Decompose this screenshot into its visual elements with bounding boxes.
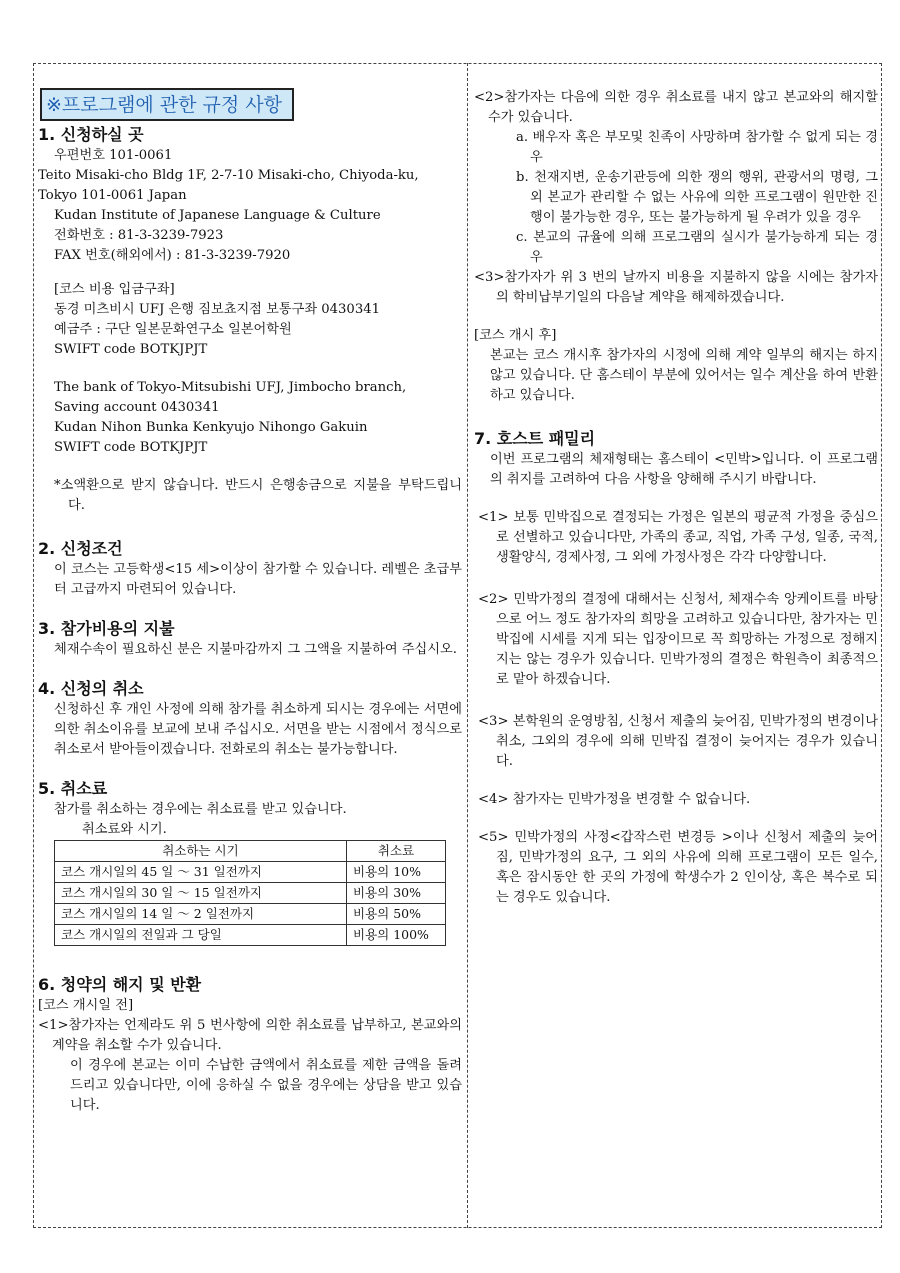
table-cell: 코스 개시일의 14 일 ～ 2 일전까지 bbox=[55, 904, 347, 925]
section-1-heading: 1. 신청하실 곳 bbox=[38, 125, 144, 144]
section-5-text: 참가를 취소하는 경우에는 취소료를 받고 있습니다. bbox=[54, 802, 347, 817]
table-row bbox=[55, 925, 446, 946]
address-line-1: Teito Misaki-cho Bldg 1F, 2-7-10 Misaki-cho, Chiyoda-ku, bbox=[38, 168, 419, 183]
homestay-intro: 이번 프로그램의 체재형태는 홈스테이 <민박>입니다. 이 프로그램의 취지를 고려하여 다음 사항을 양해해 주시기 바랍니다. bbox=[490, 452, 878, 487]
table-row bbox=[55, 904, 446, 925]
section-6-heading: 6. 청약의 해지 및 반환 bbox=[38, 975, 202, 994]
section-3-text: 체재수속이 필요하신 분은 지불마감까지 그 그액을 지불하여 주십시오. bbox=[54, 642, 457, 657]
homestay-item-5: <5> 민박가정의 사정<갑작스런 변경등 >이나 신청서 제출의 늦어짐, 민박가정의 요구, 그 외의 사유에 의해 프로그램이 모든 일수, 혹은 잠시동안 한 곳의 가정에 학생수가 2 인이상, 혹은 복수로 되는 경우도 있습니다. bbox=[478, 830, 878, 905]
bank-heading: [코스 비용 입금구좌] bbox=[54, 282, 175, 297]
homestay-item-2: <2> 민박가정의 결정에 대해서는 신청서, 체재수속 앙케이트를 바탕으로 어느 정도 참가자의 희망을 고려하고 있습니다만, 참가자는 민박집에 시세를 지게 되는 입장이므로 꼭 희망하는 가정으로 정해지지는 않는 경우가 있습니다. 민박가정의 결정은 학원측이 최종적으로 맡아 하겠습니다. bbox=[478, 592, 878, 687]
refund-item-1-detail: 이 경우에 본교는 이미 수납한 금액에서 취소료를 제한 금액을 돌려드리고 있습니다만, 이에 응하실 수 없을 경우에는 상담을 받고 있습니다. bbox=[70, 1058, 462, 1113]
table-header-row bbox=[55, 841, 446, 862]
swift-code-en: SWIFT code BOTKJPJT bbox=[54, 440, 208, 455]
table-header: 취소료 bbox=[347, 841, 446, 862]
section-7-heading: 7. 호스트 패밀리 bbox=[474, 429, 596, 448]
telephone: 전화번호 : 81-3-3239-7923 bbox=[54, 228, 224, 243]
table-cell: 비용의 10% bbox=[347, 862, 446, 883]
section-5-heading: 5. 취소료 bbox=[38, 779, 108, 798]
table-cell: 비용의 50% bbox=[347, 904, 446, 925]
page-title: ※프로그램에 관한 규정 사항 bbox=[40, 88, 294, 121]
after-course-text: 본교는 코스 개시후 참가자의 시정에 의해 계약 일부의 해지는 하지 않고 있습니다. 단 홈스테이 부분에 있어서는 일수 계산을 하여 반환하고 있습니다. bbox=[490, 348, 878, 403]
homestay-item-1: <1> 보통 민박집으로 결정되는 가정은 일본의 평균적 가정을 중심으로 선별하고 있습니다만, 가족의 종교, 직업, 가족 구성, 일종, 국적, 생활양식, 경제사정, 그 외에 가정사정은 각각 다양합니다. bbox=[478, 510, 878, 565]
table-cell: 비용의 30% bbox=[347, 883, 446, 904]
table-cell: 코스 개시일의 전일과 그 당일 bbox=[55, 925, 347, 946]
refund-item-2a: a. 배우자 혹은 부모및 친족이 사망하며 참가할 수 없게 되는 경우 bbox=[516, 130, 878, 165]
table-header: 취소하는 시기 bbox=[55, 841, 347, 862]
postal-code: 우편번호 101-0061 bbox=[54, 148, 173, 163]
account-holder-en: Kudan Nihon Bunka Kenkyujo Nihongo Gakuin bbox=[54, 420, 368, 435]
column-divider bbox=[467, 63, 468, 1228]
section-4-text: 신청하신 후 개인 사정에 의해 참가를 취소하게 되시는 경우에는 서면에 의한 취소이유를 보교에 보내 주십시오. 서면을 받는 시점에서 정식으로 취소로서 받아들이겠습니다. 전화로의 취소는 불가능합니다. bbox=[54, 702, 462, 757]
bank-account-kr: 동경 미츠비시 UFJ 은행 짐보쵸지점 보통구좌 0430341 bbox=[54, 302, 380, 317]
refund-item-1: <1>참가자는 언제라도 위 5 번사항에 의한 취소료를 납부하고, 본교와의 계약을 취소할 수가 있습니다. bbox=[38, 1018, 462, 1053]
table-cell: 코스 개시일의 45 일 ～ 31 일전까지 bbox=[55, 862, 347, 883]
swift-code: SWIFT code BOTKJPJT bbox=[54, 342, 208, 357]
account-number-en: Saving account 0430341 bbox=[54, 400, 220, 415]
section-3-heading: 3. 참가비용의 지불 bbox=[38, 619, 175, 638]
section-2-text: 이 코스는 고등학생<15 세>이상이 참가할 수 있습니다. 레벨은 초급부터 고급까지 마련되어 있습니다. bbox=[54, 562, 462, 597]
refund-item-2c: c. 본교의 규율에 의해 프로그램의 실시가 불가능하게 되는 경우 bbox=[516, 230, 878, 265]
table-row bbox=[55, 883, 446, 904]
fax: FAX 번호(해외에서) : 81-3-3239-7920 bbox=[54, 248, 291, 263]
table-row bbox=[55, 862, 446, 883]
account-holder-kr: 예금주 : 구단 일본문화연구소 일본어학원 bbox=[54, 322, 292, 337]
remittance-note: *소액환으로 받지 않습니다. 반드시 은행송금으로 지불을 부탁드립니다. bbox=[54, 478, 462, 513]
refund-item-2b: b. 천재지변, 운송기관등에 의한 쟁의 행위, 관광서의 명령, 그 외 본교가 관리할 수 없는 사유에 의한 프로그램이 원만한 진행이 불가능한 경우, 또는 불가능하게 될 우려가 있을 경우 bbox=[516, 170, 878, 225]
refund-item-2: <2>참가자는 다음에 의한 경우 취소료를 내지 않고 본교와의 해지할 수가 있습니다. bbox=[474, 90, 878, 125]
before-course-label: [코스 개시일 전] bbox=[38, 998, 134, 1013]
table-cell: 비용의 100% bbox=[347, 925, 446, 946]
fee-table-caption: 취소료와 시기. bbox=[82, 822, 167, 837]
refund-item-3: <3>참가자가 위 3 번의 날까지 비용을 지불하지 않을 시에는 참가자의 학비납부기일의 다음날 계약을 해제하겠습니다. bbox=[474, 270, 878, 305]
address-line-2: Tokyo 101-0061 Japan bbox=[38, 188, 187, 203]
right-column bbox=[474, 88, 878, 908]
homestay-item-4: <4> 참가자는 민박가정을 변경할 수 없습니다. bbox=[478, 792, 751, 807]
section-4-heading: 4. 신청의 취소 bbox=[38, 679, 144, 698]
bank-name-en: The bank of Tokyo-Mitsubishi UFJ, Jimbocho branch, bbox=[54, 380, 407, 395]
cancellation-fee-table bbox=[54, 840, 446, 946]
homestay-item-3: <3> 본학원의 운영방침, 신청서 제출의 늦어짐, 민박가정의 변경이나 취소, 그외의 경우에 의해 민박집 결정이 늦어지는 경우가 있습니다. bbox=[478, 714, 878, 769]
institute-name: Kudan Institute of Japanese Language & Culture bbox=[54, 208, 381, 223]
left-column bbox=[38, 88, 462, 1116]
section-2-heading: 2. 신청조건 bbox=[38, 539, 123, 558]
table-cell: 코스 개시일의 30 일 ～ 15 일전까지 bbox=[55, 883, 347, 904]
after-course-label: [코스 개시 후] bbox=[474, 328, 557, 343]
